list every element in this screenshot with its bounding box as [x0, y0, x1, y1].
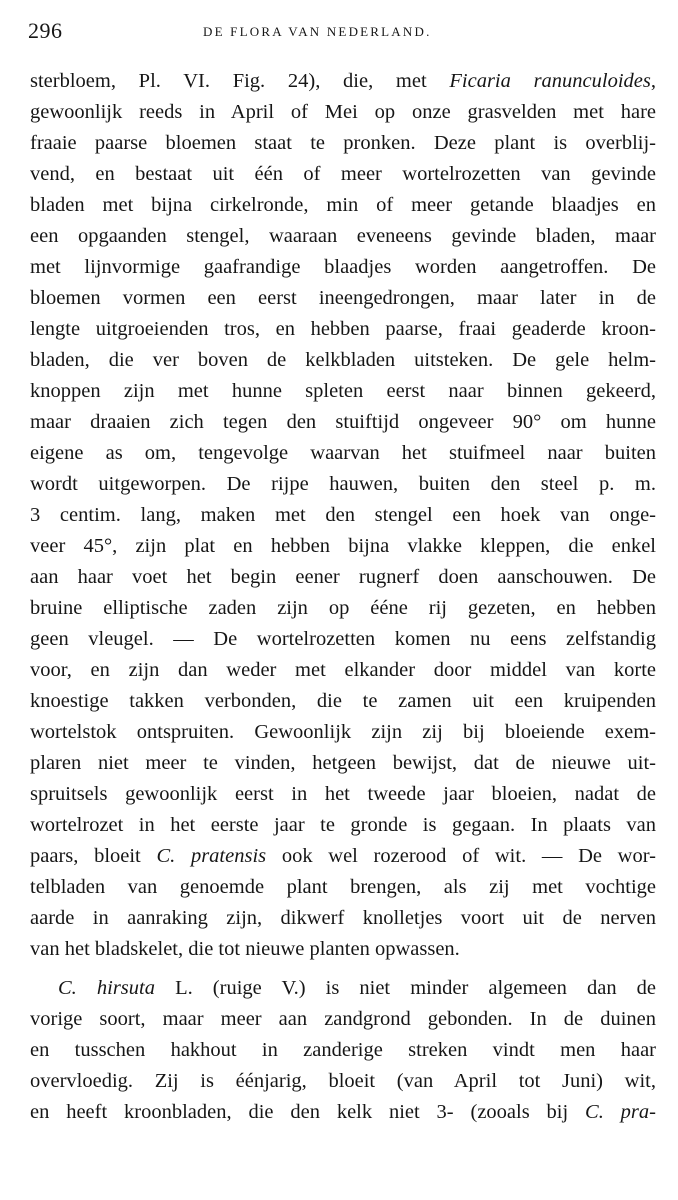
text-segment: paars, bloeit: [30, 845, 157, 867]
text-line: [30, 469, 656, 500]
text-segment: bloemen vormen een eerst ineengedrongen, maar later in de: [30, 287, 656, 309]
text-segment: bladen met bijna cirkelronde, min of meer getande blaadjes en: [30, 194, 656, 216]
text-segment: van het bladskelet, die tot nieuwe planten opwassen.: [30, 938, 460, 960]
text-segment: knoestige takken verbonden, die te zamen uit een kruipenden: [30, 690, 656, 712]
text-line: [30, 190, 656, 221]
text-segment: aarde in aanraking zijn, dikwerf knolletjes voort uit de nerven: [30, 907, 656, 929]
text-segment: plaren niet meer te vinden, hetgeen bewijst, dat de nieuwe uit-: [30, 752, 656, 774]
text-line: [30, 1066, 656, 1097]
italic-text: C. pratensis: [156, 845, 267, 867]
text-segment: geen vleugel. — De wortelrozetten komen nu eens zelfstandig: [30, 628, 656, 650]
text-segment: vorige soort, maar meer aan zandgrond gebonden. In de duinen: [30, 1008, 656, 1030]
text-segment: met lijnvormige gaafrandige blaadjes worden aangetroffen. De: [30, 256, 656, 278]
text-segment: fraaie paarse bloemen staat te pronken. Deze plant is overblij-: [30, 132, 656, 154]
text-segment: bladen, die ver boven de kelkbladen uitsteken. De gele helm-: [30, 349, 656, 371]
text-line: [30, 159, 656, 190]
text-segment: een opgaanden stengel, waaraan eveneens gevinde bladen, maar: [30, 225, 656, 247]
italic-text: C. hirsuta: [58, 977, 155, 999]
text-segment: ,: [650, 70, 656, 92]
text-line: [30, 655, 656, 686]
text-line: [30, 810, 656, 841]
text-line: [30, 973, 656, 1004]
text-line: [30, 872, 656, 903]
text-line: [30, 531, 656, 562]
page-number: 296: [28, 18, 63, 43]
text-line: [30, 779, 656, 810]
text-segment: knoppen zijn met hunne spleten eerst naar binnen gekeerd,: [30, 380, 656, 402]
text-line: [30, 97, 656, 128]
text-segment: veer 45°, zijn plat en hebben bijna vlakke kleppen, die enkel: [30, 535, 656, 557]
text-segment: ook wel rozerood of wit. — De wor-: [266, 845, 656, 867]
text-segment: 3 centim. lang, maken met den stengel een hoek van onge-: [30, 504, 656, 526]
text-line: [30, 438, 656, 469]
text-line: [30, 66, 656, 97]
text-line: [30, 252, 656, 283]
text-line: [30, 376, 656, 407]
text-segment: lengte uitgroeienden tros, en hebben paarse, fraai geaderde kroon-: [30, 318, 656, 340]
text-line: [30, 1097, 656, 1128]
body-text: [30, 66, 656, 1128]
text-line: [30, 748, 656, 779]
italic-text: Ficaria ranunculoides: [449, 70, 651, 92]
text-segment: gewoonlijk reeds in April of Mei op onze grasvelden met hare: [30, 101, 656, 123]
text-line: [30, 128, 656, 159]
text-line: [30, 686, 656, 717]
text-line: [30, 221, 656, 252]
text-segment: vend, en bestaat uit één of meer wortelrozetten van gevinde: [30, 163, 656, 185]
text-line: [30, 1035, 656, 1066]
text-segment: maar draaien zich tegen den stuiftijd ongeveer 90° om hunne: [30, 411, 656, 433]
text-segment: eigene as om, tengevolge waarvan het stuifmeel naar buiten: [30, 442, 656, 464]
text-line: [30, 407, 656, 438]
text-segment: voor, en zijn dan weder met elkander door middel van korte: [30, 659, 656, 681]
text-segment: overvloedig. Zij is éénjarig, bloeit (van April tot Juni) wit,: [30, 1070, 656, 1092]
text-segment: wordt uitgeworpen. De rijpe hauwen, buiten den steel p. m.: [30, 473, 656, 495]
text-segment: sterbloem, Pl. VI. Fig. 24), die, met: [30, 70, 450, 92]
text-segment: bruine elliptische zaden zijn op ééne rij gezeten, en hebben: [30, 597, 656, 619]
running-header: [28, 18, 652, 48]
text-line: [30, 903, 656, 934]
text-segment: aan haar voet het begin eener rugnerf doen aanschouwen. De: [30, 566, 656, 588]
text-line: [30, 500, 656, 531]
text-line: [30, 283, 656, 314]
text-segment: en tusschen hakhout in zanderige streken vindt men haar: [30, 1039, 656, 1061]
italic-text: C. pra-: [585, 1101, 656, 1123]
text-segment: en heeft kroonbladen, die den kelk niet 3- (zooals bij: [30, 1101, 586, 1123]
text-line: [30, 593, 656, 624]
text-segment: L. (ruige V.) is niet minder algemeen dan de: [154, 977, 656, 999]
text-line: [30, 562, 656, 593]
running-title: DE FLORA VAN NEDERLAND.: [203, 24, 432, 39]
text-segment: wortelrozet in het eerste jaar te gronde is gegaan. In plaats van: [30, 814, 656, 836]
text-line: [30, 717, 656, 748]
text-line: [30, 841, 656, 872]
text-line: [30, 1004, 656, 1035]
text-line: [30, 314, 656, 345]
text-segment: wortelstok ontspruiten. Gewoonlijk zijn zij bij bloeiende exem-: [30, 721, 656, 743]
text-line: [30, 345, 656, 376]
text-segment: telbladen van genoemde plant brengen, als zij met vochtige: [30, 876, 656, 898]
text-line: [30, 934, 656, 965]
text-segment: spruitsels gewoonlijk eerst in het tweede jaar bloeien, nadat de: [30, 783, 656, 805]
text-line: [30, 624, 656, 655]
